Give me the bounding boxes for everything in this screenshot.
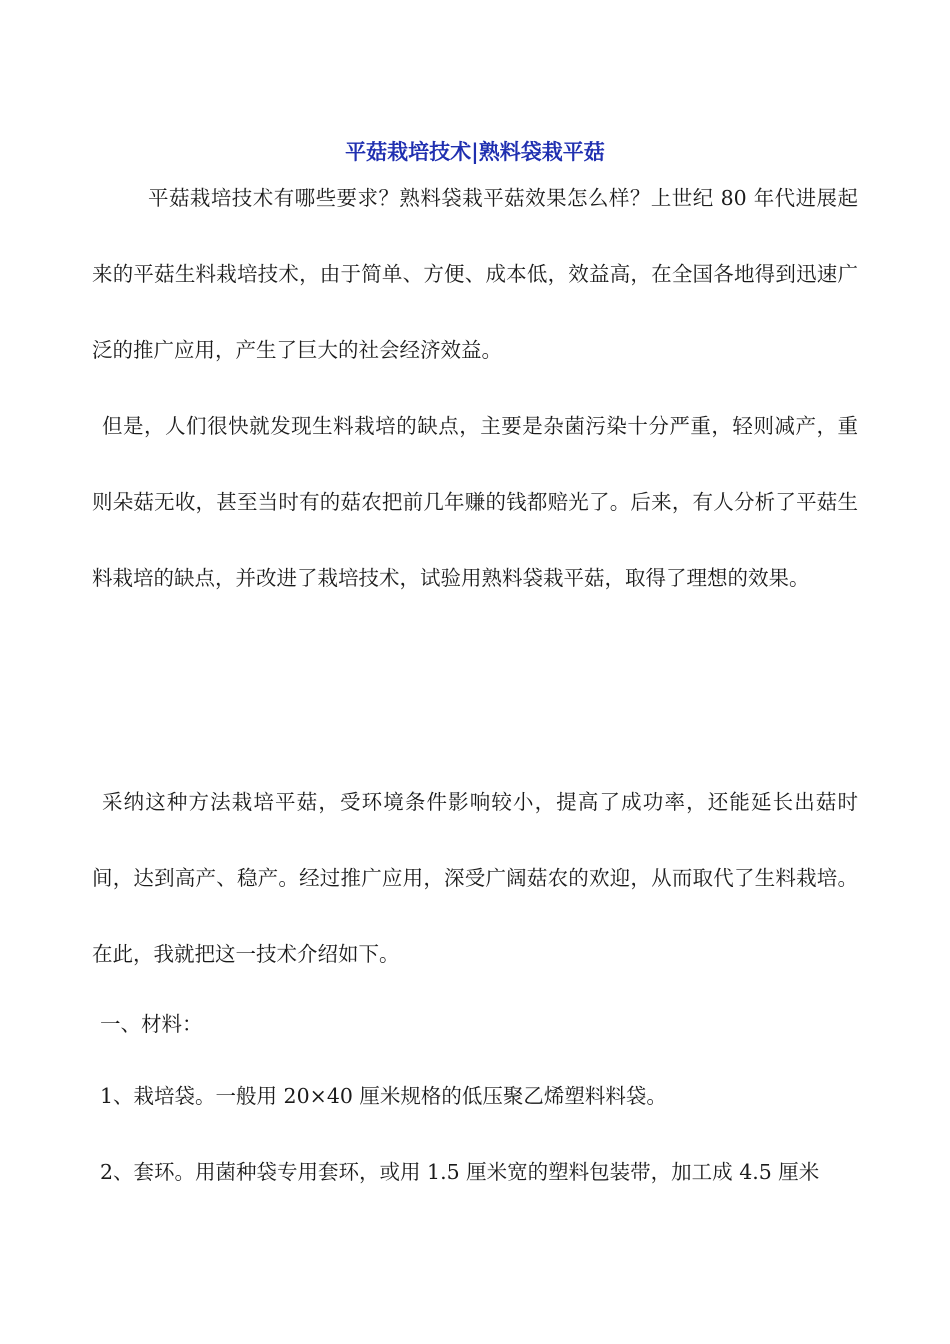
paragraph-method: 采纳这种方法栽培平菇，受环境条件影响较小，提高了成功率，还能延长出菇时间，达到高产、稳产。经过推广应用，深受广阔菇农的欢迎，从而取代了生料栽培。在此，我就把这一技术介绍如下。 — [92, 790, 858, 966]
list-item-bag: 1、栽培袋。一般用 20×40 厘米规格的低压聚乙烯塑料料袋。 — [100, 1084, 667, 1108]
list-item-ring: 2、套环。用菌种袋专用套环，或用 1.5 厘米宽的塑料包装带，加工成 4.5 厘米 — [100, 1160, 820, 1184]
document-title: 平菇栽培技术|熟料袋栽平菇 — [345, 139, 605, 164]
section-heading-materials: 一、材料： — [100, 1012, 203, 1036]
paragraph-drawbacks: 但是，人们很快就发现生料栽培的缺点，主要是杂菌污染十分严重，轻则减产，重则朵菇无收，甚至当时有的菇农把前几年赚的钱都赔光了。后来，有人分析了平菇生料栽培的缺点，并改进了栽培技术，试验用熟料袋栽平菇，取得了理想的效果。 — [92, 414, 858, 590]
paragraph-intro: 平菇栽培技术有哪些要求？熟料袋栽平菇效果怎么样？上世纪 80 年代进展起来的平菇生料栽培技术，由于简单、方便、成本低，效益高，在全国各地得到迅速广泛的推广应用，产生了巨大的社会经济效益。 — [92, 186, 858, 362]
